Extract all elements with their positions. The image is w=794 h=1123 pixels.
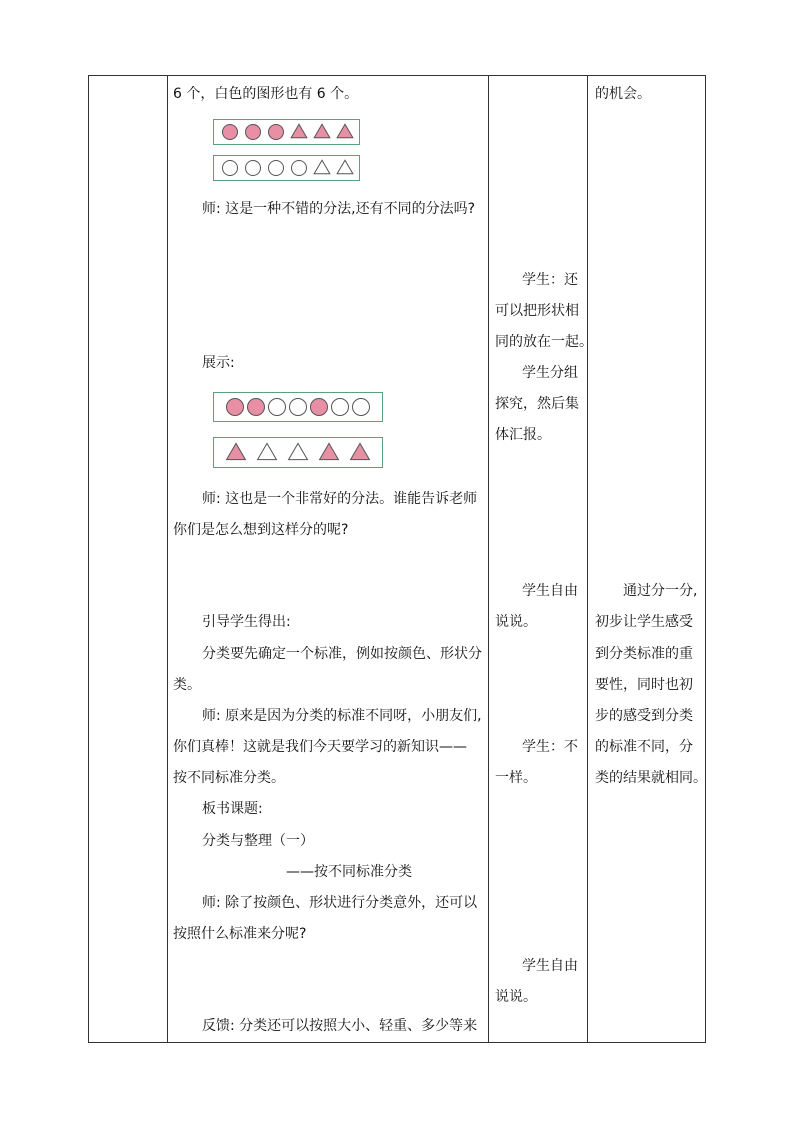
circle-white-shape — [292, 161, 307, 176]
circle-white-shape — [223, 161, 238, 176]
standard-line2: 类。 — [173, 677, 201, 693]
circle-pink-shape — [269, 125, 284, 140]
student-activity-3-line2: 说说。 — [495, 614, 537, 630]
shape-group-pink — [213, 119, 360, 145]
student-activity-5-line2: 说说。 — [495, 989, 537, 1005]
triangle-pink-shape — [227, 443, 246, 459]
triangle-white-shape — [314, 160, 330, 174]
student-answer-4-line2: 一样。 — [495, 770, 537, 786]
circle-white-shape — [290, 399, 307, 416]
shape-row-pink — [214, 120, 359, 144]
design-note-line4: 要性，同时也初 — [595, 677, 693, 693]
triangle-pink-shape — [291, 124, 307, 138]
shape-group-circles — [213, 392, 383, 422]
student-activity-2-line1: 学生分组 — [522, 365, 578, 381]
lesson-title: 分类与整理（一） — [202, 833, 314, 849]
student-activity-2-line3: 体汇报。 — [495, 427, 551, 443]
student-activity-5-line1: 学生自由 — [522, 958, 578, 974]
triangle-white-shape — [258, 443, 277, 459]
teacher-praise-line3: 按不同标准分类。 — [173, 770, 285, 786]
circle-pink-shape — [223, 125, 238, 140]
student-activity-3-line1: 学生自由 — [522, 583, 578, 599]
circle-pink-shape — [246, 125, 261, 140]
circle-white-shape — [332, 399, 349, 416]
standard-line1: 分类要先确定一个标准，例如按颜色、形状分 — [202, 646, 482, 662]
column-divider — [167, 76, 168, 1042]
teacher-question-2-line2: 你们是怎么想到这样分的呢? — [173, 522, 349, 538]
design-note-line7: 类的结果就相同。 — [595, 770, 707, 786]
column-divider — [587, 76, 588, 1042]
shape-row-triangles — [214, 438, 382, 467]
student-answer-1-line3: 同的放在一起。 — [495, 334, 593, 350]
shape-group-triangles — [213, 437, 383, 468]
triangle-white-shape — [337, 160, 353, 174]
student-answer-1-line2: 可以把形状相 — [495, 303, 579, 319]
circle-pink-shape — [248, 399, 265, 416]
triangle-pink-shape — [337, 124, 353, 138]
guide-text: 引导学生得出: — [202, 614, 291, 630]
teacher-question-3-line1: 师: 除了按颜色、形状进行分类意外，还可以 — [202, 895, 478, 911]
teacher-praise-line2: 你们真棒！这就是我们今天要学习的新知识—— — [173, 739, 467, 755]
feedback-text: 反馈: 分类还可以按照大小、轻重、多少等来 — [202, 1018, 478, 1034]
student-activity-2-line2: 探究，然后集 — [495, 396, 579, 412]
teacher-question-2-line1: 师: 这也是一个非常好的分法。谁能告诉老师 — [202, 491, 478, 507]
design-note-line1: 通过分一分, — [623, 583, 698, 599]
design-note-line6: 的标准不同，分 — [595, 739, 693, 755]
circle-white-shape — [269, 161, 284, 176]
show-label: 展示: — [202, 355, 235, 371]
design-note-line5: 步的感受到分类 — [595, 708, 693, 724]
lesson-subtitle: ——按不同标准分类 — [286, 864, 412, 880]
triangle-pink-shape — [351, 443, 370, 459]
student-answer-1-line1: 学生：还 — [522, 272, 578, 288]
circle-pink-shape — [227, 399, 244, 416]
triangle-pink-shape — [320, 443, 339, 459]
circle-white-shape — [246, 161, 261, 176]
teacher-question-1: 师: 这是一种不错的分法,还有不同的分法吗? — [202, 201, 476, 217]
triangle-white-shape — [289, 443, 308, 459]
circle-pink-shape — [311, 399, 328, 416]
shape-group-white — [213, 155, 360, 181]
shape-row-circles — [214, 393, 382, 421]
teacher-question-3-line2: 按照什么标准来分呢? — [173, 926, 307, 942]
design-note-top: 的机会。 — [595, 86, 651, 102]
teacher-praise-line1: 师: 原来是因为分类的标准不同呀，小朋友们, — [202, 708, 482, 724]
design-note-line3: 到分类标准的重 — [595, 646, 693, 662]
triangle-pink-shape — [314, 124, 330, 138]
circle-white-shape — [353, 399, 370, 416]
shape-row-white — [214, 156, 359, 180]
design-note-line2: 初步让学生感受 — [595, 614, 693, 630]
board-title-label: 板书课题: — [202, 801, 263, 817]
intro-text: 6 个，白色的图形也有 6 个。 — [173, 86, 359, 102]
circle-white-shape — [269, 399, 286, 416]
student-answer-4-line1: 学生：不 — [522, 739, 578, 755]
column-divider — [488, 76, 489, 1042]
